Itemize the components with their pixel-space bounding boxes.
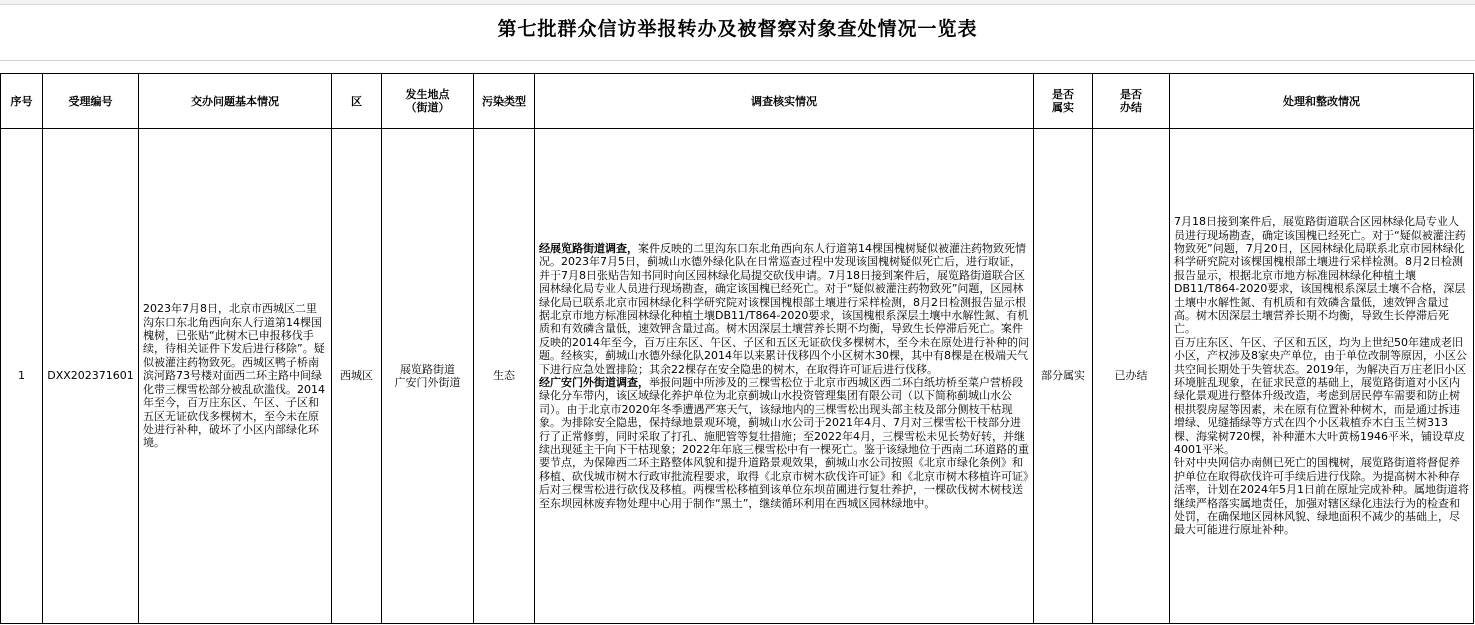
cell-case-no: DXX202371601: [43, 129, 139, 624]
header-closed-text: 是否办结: [1120, 88, 1142, 114]
cell-closed: 已办结: [1093, 129, 1170, 624]
cell-investigation: [535, 129, 1034, 624]
header-district: 区: [332, 74, 382, 129]
header-location-text: 发生地点（街道）: [405, 88, 450, 114]
handling-para-2: 百万庄东区、午区、子区和五区，均为上世纪50年建成老旧小区，产权涉及8家央产单位，由于单位改制等原因，小区公共空间长期处于失管状态。2019年，为解决百万庄老旧小区环境脏乱现象，在征求民意的基础上，展览路街道对小区内绿化景观进行整体升级改造，考虑到居民停车需要和防止树根拱裂房屋等因素，未在原有位置补种树木，而是通过拆违增绿、见缝插绿等方式在四个小区栽植乔木白玉兰树313棵、海棠树720棵，补种灌木大叶黄杨1946平米，铺设草皮4001平米。: [1174, 335, 1467, 457]
header-row: [1, 74, 1474, 129]
table-row: [1, 129, 1474, 624]
cell-verified: 部分属实: [1034, 129, 1093, 624]
handling-para-1: 7月18日接到案件后，展览路街道联合区园林绿化局专业人员进行现场勘查，确定该国槐已经死亡。对于“疑似被灌注药物致死”问题，7月20日，区园林绿化局联系北京市园林绿化科学研究院对该棵国槐根部土壤进行采样检测。8月2日检测报告显示，根据北京市地方标准园林绿化种植土壤DB11/T864-2020要求，该国槐根系深层土壤不合格，深层土壤中水解性氮、有机质和有效磷含量低，速效钾含量过高。树木因深层土壤营养长期不均衡，导致生长停滞后死亡。: [1174, 215, 1466, 336]
investigation-para-2: [539, 376, 1029, 510]
header-seq: 序号: [1, 74, 43, 129]
cell-handling: [1170, 129, 1474, 624]
cell-issue: [139, 129, 332, 624]
spacer-row: [0, 61, 1475, 73]
investigation-para-2-head: 经广安门外街道调查，: [539, 376, 649, 389]
cell-district: 西城区: [332, 129, 382, 624]
header-closed: [1093, 74, 1170, 129]
investigation-text: [535, 242, 1033, 510]
investigation-para-1-body: 案件反映的二里沟东口东北角西向东人行道第14棵国槐树疑似被灌注药物致死情况。2023年7月5日，蓟城山水德外绿化队在日常巡查过程中发现该国槐树疑似死亡后，进行取证，并于7月8日张贴告知书同时向区园林绿化局提交砍伐申请。7月18日接到案件后，展览路街道联合区园林绿化局专业人员进行现场勘查，确定该国槐已经死亡。对于“疑似被灌注药物致死”问题，区园林绿化局已联系北京市园林绿化科学研究院对该棵国槐根部土壤进行采样检测，8月2日检测报告显示根据北京市地方标准园林绿化种植土壤DB11/T864-2020要求，该国槐根系深层土壤中水解性氮、有机质和有效磷含量低，速效钾含量过高。树木因深层土壤营养长期不均衡，导致生长停滞后死亡。案件反映的2014年至今，百万庄东区、午区、子区和五区无证砍伐多棵树木，至今未在原处进行补种的问题。经核实，蓟城山水德外绿化队2014年以来累计伐移四个小区树木30棵，其中有8棵是在极端天气下进行应急处置排险；其余22棵存在安全隐患的树木，在取得许可证后进行伐移。: [539, 241, 1029, 376]
issue-text: 2023年7月8日，北京市西城区二里沟东口东北角西向东人行道第14棵国槐树，已张贴“此树木已申报移伐手续，待相关证件下发后进行移除”。疑似被灌注药物致死。西城区鸭子桥南滨河路73号楼对面西二环主路中间绿化带三棵雪松部分被乱砍滥伐。2014年至今，百万庄东区、午区、子区和五区无证砍伐多棵树木，至今未在原处进行补种，破坏了小区内部绿化环境。: [143, 302, 325, 450]
header-case-no: 受理编号: [43, 74, 139, 129]
header-handling: 处理和整改情况: [1170, 74, 1474, 129]
location-text: 展览路街道 广安门外街道: [394, 362, 461, 389]
title-area: [0, 4, 1475, 61]
investigation-para-2-body: 举报问题中所涉及的三棵雪松位于北京市西城区西二环白纸坊桥至菜户营桥段绿化分车带内，该区域绿化养护单位为北京蓟城山水投资管理集团有限公司（以下简称蓟城山水公司）。由于北京市2020年冬季遭遇严寒天气，该绿地内的三棵雪松出现头部主枝及部分侧枝干枯现象。为排除安全隐患，保持绿地景观环境，蓟城山水公司于2021年4月、7月对三棵雪松干枝部分进行了正常修剪，同时采取了打孔、施肥管等复壮措施；至2022年4月，三棵雪松未见长势好转，并继续出现延主干向下干枯现象；2022年年底三棵雪松中有一棵死亡。鉴于该绿地位于西南二环道路的重要节点，为保障西二环主路整体风貌和提升道路景观效果，蓟城山水公司按照《北京市绿化条例》和移植、砍伐城市树木行政审批流程要求，取得《北京市树木砍伐许可证》和《北京市树木移植许可证》后对三棵雪松进行砍伐及移植。两棵雪松移植到该单位东坝苗圃进行复壮养护，一棵砍伐树木树枝送至东坝园林废弃物处理中心用于制作“黑土”，继续循环利用在西城区园林绿地中。: [539, 376, 1029, 510]
header-verified: [1034, 74, 1093, 129]
handling-text: [1170, 215, 1473, 537]
cell-location: [382, 129, 474, 624]
handling-para-3: 针对中央网信办南侧已死亡的国槐树，展览路街道将督促养护单位在取得砍伐许可手续后进行伐除。为提高树木补种存活率，计划在2024年5月1日前在原址完成补种。属地街道将继续严格落实属地责任，加强对辖区绿化违法行为的检查和处罚，在确保地区园林风貌、绿地面积不减少的基础上，尽最大可能进行原址补种。: [1174, 456, 1469, 537]
page-title: 第七批群众信访举报转办及被督察对象查处情况一览表: [497, 18, 978, 40]
header-issue: 交办问题基本情况: [139, 74, 332, 129]
investigation-para-1-head: 经展览路街道调查，: [539, 241, 638, 255]
cell-pollution: 生态: [474, 129, 535, 624]
header-location: [382, 74, 474, 129]
header-investigation: 调查核实情况: [535, 74, 1034, 129]
header-verified-text: 是否属实: [1052, 88, 1074, 114]
header-pollution: 污染类型: [474, 74, 535, 129]
investigation-para-1: [539, 242, 1029, 376]
cell-seq: 1: [1, 129, 43, 624]
case-table: [0, 73, 1474, 624]
